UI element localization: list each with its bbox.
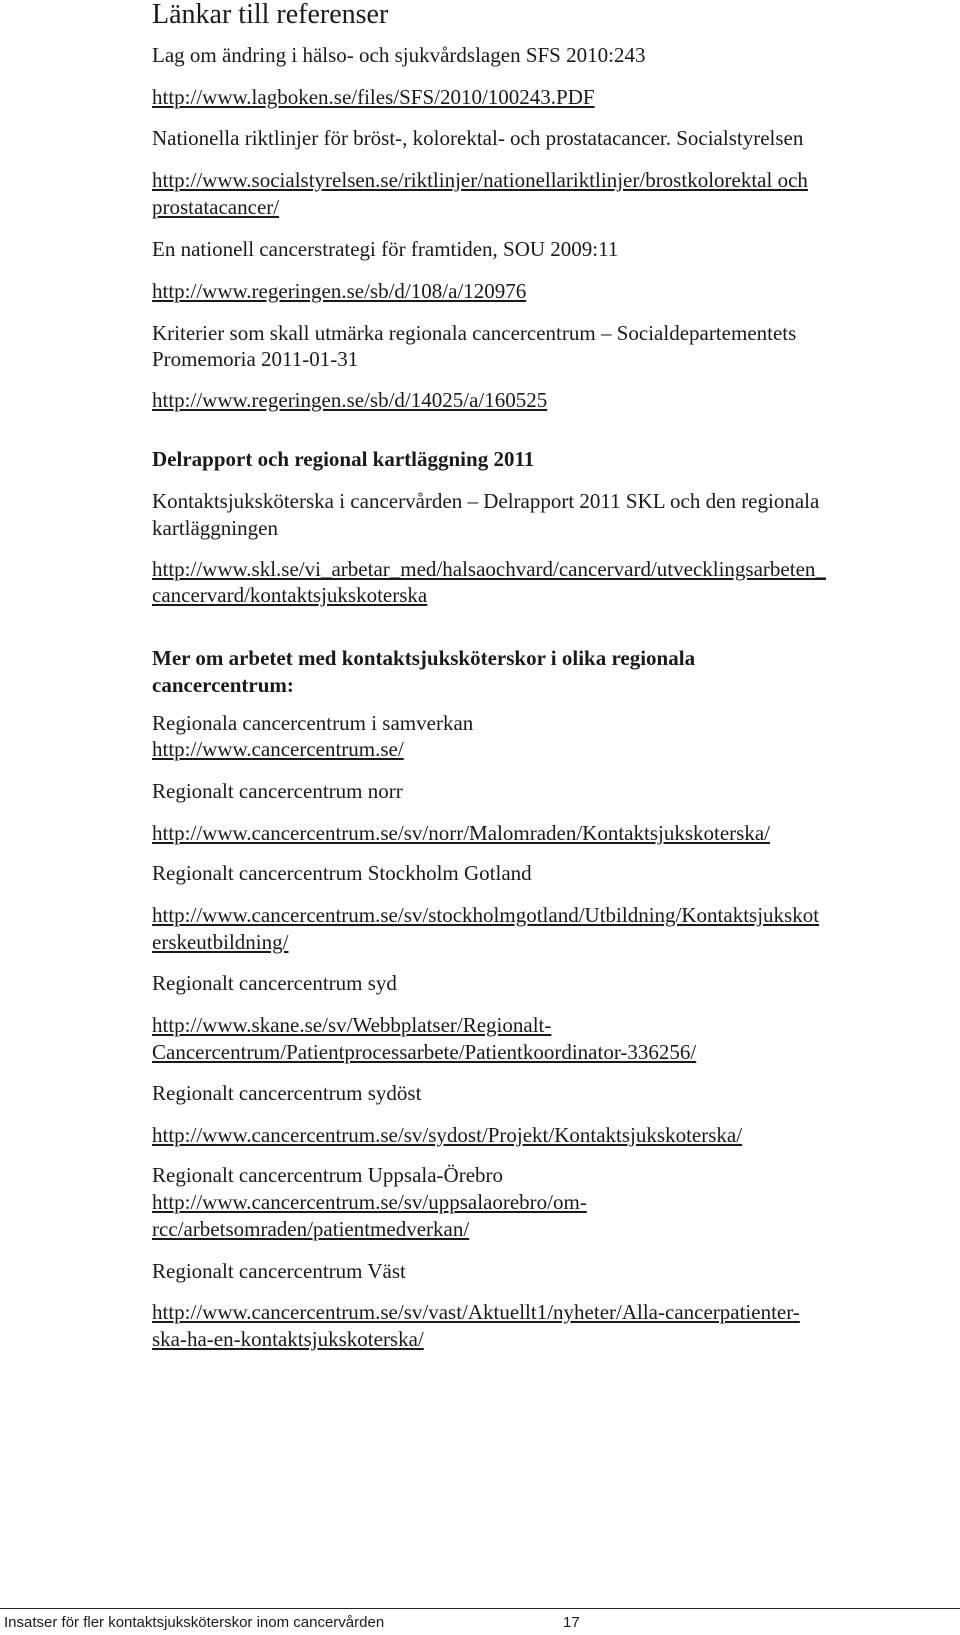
section-link-cont[interactable]: cancervard/kontaktsjukskoterska xyxy=(152,583,428,607)
ref-title-cont: Promemoria 2011-01-31 xyxy=(152,347,359,371)
region-link[interactable]: http://www.cancercentrum.se/sv/uppsalaorebro/om- xyxy=(152,1190,587,1214)
region-title: Regionalt cancercentrum Stockholm Gotland xyxy=(152,861,532,885)
ref-link-cont[interactable]: prostatacancer/ xyxy=(152,195,280,219)
region-link[interactable]: http://www.cancercentrum.se/sv/vast/Aktuellt1/nyheter/Alla-cancerpatienter- xyxy=(152,1300,800,1324)
region-link-cont[interactable]: Cancercentrum/Patientprocessarbete/Patientkoordinator-336256/ xyxy=(152,1040,697,1064)
ref-link[interactable]: http://www.socialstyrelsen.se/riktlinjer/nationellariktlinjer/brostkolorektal och xyxy=(152,168,808,192)
section-text-cont: kartläggningen xyxy=(152,516,278,540)
ref-title: En nationell cancerstrategi för framtiden, SOU 2009:11 xyxy=(152,237,619,261)
region-link[interactable]: http://www.cancercentrum.se/ xyxy=(152,737,404,761)
section-heading-cont: cancercentrum: xyxy=(152,673,294,697)
ref-title: Kriterier som skall utmärka regionala cancercentrum – Socialdepartementets xyxy=(152,321,797,345)
ref-link[interactable]: http://www.lagboken.se/files/SFS/2010/100243.PDF xyxy=(152,85,595,109)
footer-title: Insatser för fler kontaktsjuksköterskor inom cancervården xyxy=(4,1614,385,1631)
ref-title: Nationella riktlinjer för bröst-, kolorektal- och prostatacancer. Socialstyrelsen xyxy=(152,126,804,150)
region-link-cont[interactable]: rcc/arbetsomraden/patientmedverkan/ xyxy=(152,1217,470,1241)
section-link[interactable]: http://www.skl.se/vi_arbetar_med/halsaochvard/cancervard/utvecklingsarbeten_ xyxy=(152,557,826,581)
region-link[interactable]: http://www.skane.se/sv/Webbplatser/Regionalt- xyxy=(152,1013,552,1037)
page-heading: Länkar till referenser xyxy=(152,0,389,30)
page-footer xyxy=(0,1608,960,1635)
region-title: Regionalt cancercentrum norr xyxy=(152,779,403,803)
region-title: Regionalt cancercentrum Väst xyxy=(152,1259,406,1283)
section-text: Kontaktsjuksköterska i cancervården – Delrapport 2011 SKL och den regionala xyxy=(152,489,820,513)
section-heading: Mer om arbetet med kontaktsjuksköterskor i olika regionala xyxy=(152,646,696,670)
region-link[interactable]: http://www.cancercentrum.se/sv/sydost/Projekt/Kontaktsjukskoterska/ xyxy=(152,1123,743,1147)
region-link-cont[interactable]: ska-ha-en-kontaktsjukskoterska/ xyxy=(152,1327,424,1351)
region-link-cont[interactable]: erskeutbildning/ xyxy=(152,930,289,954)
region-link[interactable]: http://www.cancercentrum.se/sv/stockholmgotland/Utbildning/Kontaktsjukskot xyxy=(152,903,820,927)
ref-title: Lag om ändring i hälso- och sjukvårdslagen SFS 2010:243 xyxy=(152,43,646,67)
ref-link[interactable]: http://www.regeringen.se/sb/d/108/a/120976 xyxy=(152,279,527,303)
region-title: Regionala cancercentrum i samverkan xyxy=(152,711,474,735)
ref-link[interactable]: http://www.regeringen.se/sb/d/14025/a/160525 xyxy=(152,388,548,412)
region-title: Regionalt cancercentrum sydöst xyxy=(152,1081,422,1105)
region-link[interactable]: http://www.cancercentrum.se/sv/norr/Malomraden/Kontaktsjukskoterska/ xyxy=(152,821,770,845)
section-heading: Delrapport och regional kartläggning 2011 xyxy=(152,447,535,471)
region-title: Regionalt cancercentrum Uppsala-Örebro xyxy=(152,1163,504,1187)
region-title: Regionalt cancercentrum syd xyxy=(152,971,397,995)
page-number: 17 xyxy=(563,1614,580,1631)
